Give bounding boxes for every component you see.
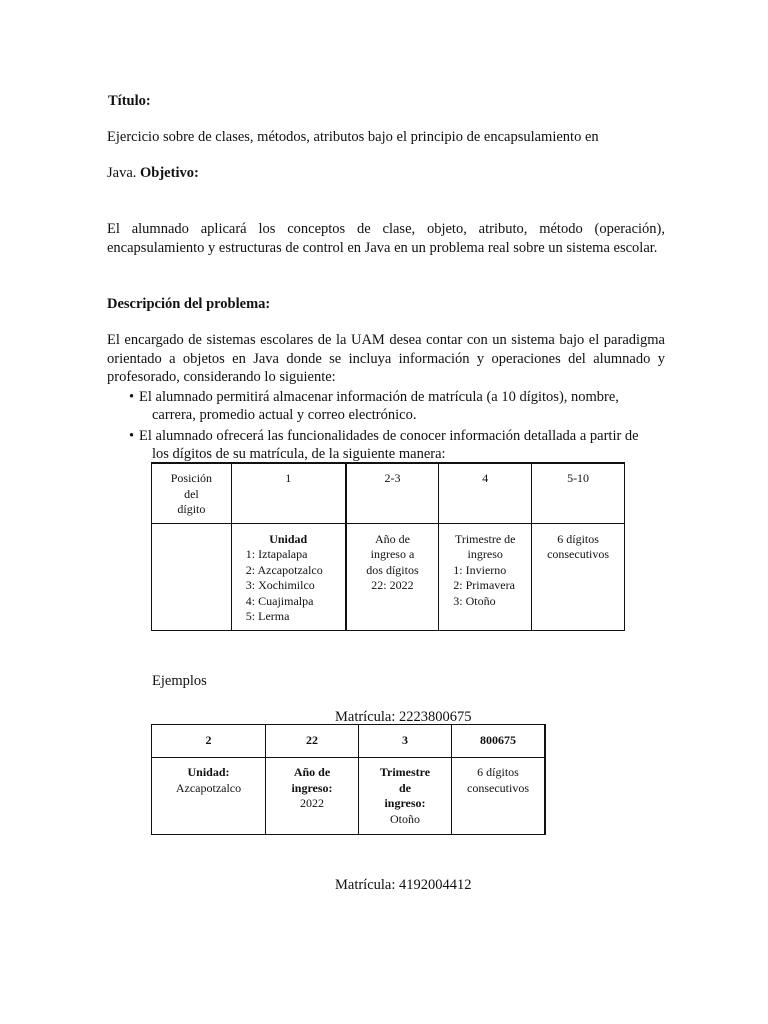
- table-cell: 800675: [452, 725, 546, 758]
- bullet-item-1-cont: carrera, promedio actual y correo electrónico.: [152, 407, 417, 423]
- example-table: [151, 724, 546, 835]
- cell-line: de: [399, 780, 411, 795]
- bullet-text: El alumnado permitirá almacenar información de matrícula (a 10 dígitos), nombre,: [139, 389, 619, 405]
- table-row: [152, 523, 625, 630]
- bullet-item-2: [129, 427, 639, 446]
- matricula-example-2: Matrícula: 4192004412: [335, 877, 472, 893]
- cell-line: ingreso:: [384, 796, 426, 810]
- table-cell: 22: [266, 725, 359, 758]
- bullet-symbol: •: [129, 428, 135, 444]
- cell-line: Año de: [293, 765, 331, 779]
- cell-line: Trimestre: [379, 765, 431, 779]
- table-cell: 4: [439, 463, 532, 523]
- cell-line: 6 dígitos: [477, 765, 519, 779]
- list-item: 4: Cuajimalpa: [245, 593, 314, 608]
- cell-line: Posición: [170, 471, 213, 485]
- title-label: Título:: [108, 93, 151, 109]
- problem-paragraph: El encargado de sistemas escolares de la UAM desea contar con un sistema bajo el paradigma orientado a objetos en Java donde se incluya información y operaciones del alumnado y profesorado, considerando lo siguiente:: [107, 332, 665, 386]
- list-item: 1: Invierno: [453, 562, 507, 577]
- list-item: 2: Primavera: [453, 578, 515, 592]
- table-cell: 2-3: [346, 463, 439, 523]
- cell-title: Unidad: [269, 531, 308, 546]
- table-cell: [439, 523, 532, 630]
- problem-heading: Descripción del problema:: [107, 296, 271, 312]
- cell-line: ingreso a: [370, 547, 415, 561]
- java-prefix: Java.: [107, 165, 137, 181]
- cell-line: Otoño: [390, 811, 420, 826]
- list-item: 5: Lerma: [245, 609, 290, 623]
- list-item: 3: Xochimilco: [245, 578, 315, 592]
- list-item: 2: Azcapotzalco: [245, 562, 323, 577]
- table-cell: [152, 758, 266, 835]
- bullet-item-1: [129, 388, 619, 407]
- table-cell: 1: [231, 463, 345, 523]
- cell-line: Unidad:: [187, 765, 230, 779]
- bullet-text: El alumnado ofrecerá las funcionalidades de conocer información detallada a partir de: [139, 428, 639, 444]
- objetivo-label: Objetivo:: [140, 165, 199, 181]
- cell-line: 6 dígitos: [557, 531, 599, 546]
- cell-line: Azcapotzalco: [175, 780, 242, 795]
- bullet-item-2-cont: los dígitos de su matrícula, de la siguiente manera:: [152, 446, 446, 462]
- cell-line: dos dígitos: [366, 562, 419, 577]
- subtitle-line: Ejercicio sobre de clases, métodos, atributos bajo el principio de encapsulamiento en: [107, 129, 599, 145]
- table-cell: [152, 463, 232, 523]
- table-row: [152, 725, 546, 758]
- table-cell: [346, 523, 439, 630]
- trimestre-list: [439, 563, 531, 610]
- cell-line: Trimestre de: [454, 531, 516, 546]
- bullet-symbol: •: [129, 389, 135, 405]
- table-cell: [452, 758, 546, 835]
- objective-paragraph: El alumnado aplicará los conceptos de clase, objeto, atributo, método (operación), encapsulamiento y estructuras de control en Java en un problema real sobre un sistema escolar.: [107, 221, 665, 256]
- matricula-example-1: Matrícula: 2223800675: [335, 709, 472, 725]
- cell-line: consecutivos: [467, 780, 529, 795]
- cell-line: consecutivos: [547, 547, 610, 561]
- cell-line: dígito: [177, 502, 206, 516]
- table-cell: 2: [152, 725, 266, 758]
- examples-label: Ejemplos: [152, 673, 207, 689]
- unidad-list: [232, 547, 345, 625]
- table-row: [152, 463, 625, 523]
- cell-line: ingreso: [467, 547, 503, 561]
- cell-line: Año de: [374, 531, 410, 546]
- list-item: 1: Iztapalapa: [245, 547, 308, 561]
- cell-line: 2022: [300, 796, 324, 810]
- table-row: [152, 758, 546, 835]
- table-cell: [152, 523, 232, 630]
- table-cell: 5-10: [532, 463, 625, 523]
- cell-line: del: [184, 486, 199, 501]
- table-cell: [266, 758, 359, 835]
- table-cell: [231, 523, 345, 630]
- cell-line: 22: 2022: [371, 578, 414, 592]
- table-cell: [532, 523, 625, 630]
- list-item: 3: Otoño: [453, 593, 496, 608]
- cell-line: ingreso:: [291, 780, 333, 795]
- java-objetivo-line: [107, 164, 199, 183]
- table-cell: 3: [359, 725, 452, 758]
- digit-table: [151, 462, 625, 631]
- table-cell: [359, 758, 452, 835]
